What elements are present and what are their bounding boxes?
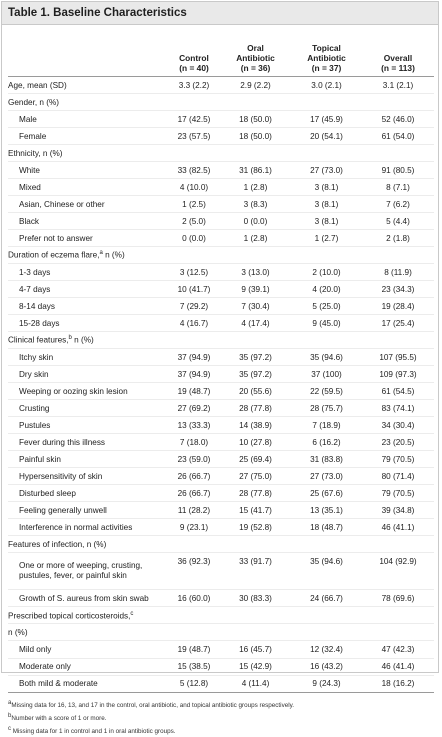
table-cell: 26 (66.7) — [168, 468, 220, 485]
table-cell: 15 (38.5) — [168, 658, 220, 675]
table-cell: 14 (38.9) — [220, 417, 291, 434]
table-cell: 46 (41.1) — [362, 519, 434, 536]
table-row — [8, 675, 434, 692]
row-label — [8, 332, 168, 349]
row-label-text: 1-3 days — [19, 267, 51, 277]
table-cell: 16 (60.0) — [168, 590, 220, 607]
table-cell: 37 (100) — [291, 366, 362, 383]
table-cell: 18 (16.2) — [362, 675, 434, 692]
table-row — [8, 196, 434, 213]
row-label-text: 8-14 days — [19, 301, 55, 311]
row-label-text: Mild only — [19, 644, 52, 654]
table-row — [8, 264, 434, 281]
table-row — [8, 213, 434, 230]
table-row — [8, 434, 434, 451]
table-cell: 18 (48.7) — [291, 519, 362, 536]
table-cell: 23 (34.3) — [362, 281, 434, 298]
table-cell: 30 (83.3) — [220, 590, 291, 607]
table-cell: 27 (69.2) — [168, 400, 220, 417]
table-cell — [362, 247, 434, 264]
table-cell: 5 (25.0) — [291, 298, 362, 315]
column-header-line: Overall — [383, 53, 413, 63]
table-cell: 23 (57.5) — [168, 128, 220, 145]
table-row — [8, 281, 434, 298]
footnote-line — [8, 724, 438, 737]
row-label-text: Duration of eczema flare, — [8, 251, 100, 261]
table-row — [8, 298, 434, 315]
table-cell: 33 (82.5) — [168, 162, 220, 179]
table-row — [8, 162, 434, 179]
table-cell — [220, 247, 291, 264]
table-cell: 7 (30.4) — [220, 298, 291, 315]
table-cell — [168, 145, 220, 162]
table-cell — [168, 332, 220, 349]
column-header-line: (n = 40) — [179, 63, 209, 73]
table-cell: 9 (45.0) — [291, 315, 362, 332]
row-label — [8, 366, 168, 383]
table-cell: 79 (70.5) — [362, 451, 434, 468]
table-cell: 3.1 (2.1) — [362, 77, 434, 94]
table-row — [8, 94, 434, 111]
table-cell: 17 (42.5) — [168, 111, 220, 128]
table-row — [8, 519, 434, 536]
column-header-line: Oral — [247, 43, 264, 53]
table-row — [8, 641, 434, 658]
row-label — [8, 247, 168, 264]
table-row — [8, 383, 434, 400]
table-cell: 15 (41.7) — [220, 502, 291, 519]
table-cell: 31 (83.8) — [291, 451, 362, 468]
table-cell: 4 (16.7) — [168, 315, 220, 332]
table-cell: 80 (71.4) — [362, 468, 434, 485]
table-title: Table 1. Baseline Characteristics — [2, 2, 438, 25]
row-label-text: Painful skin — [19, 454, 61, 464]
row-label — [8, 349, 168, 366]
table-cell: 27 (73.0) — [291, 162, 362, 179]
table-cell — [291, 332, 362, 349]
table-cell — [291, 145, 362, 162]
row-label — [8, 417, 168, 434]
table-cell: 61 (54.5) — [362, 383, 434, 400]
table-cell — [220, 145, 291, 162]
row-label — [8, 162, 168, 179]
table-cell: 3.0 (2.1) — [291, 77, 362, 94]
footnote-marker: a — [8, 699, 12, 706]
row-label — [8, 590, 168, 607]
table-cell: 104 (92.9) — [362, 553, 434, 590]
row-label-text: Gender, n (%) — [8, 97, 59, 107]
table-cell: 7 (6.2) — [362, 196, 434, 213]
table-cell: 8 (11.9) — [362, 264, 434, 281]
table-cell — [291, 536, 362, 553]
row-label-text: White — [19, 165, 40, 175]
row-label-text: Pustules — [19, 420, 51, 430]
table-cell: 27 (73.0) — [291, 468, 362, 485]
column-header-oral-antibiotic — [220, 25, 291, 77]
table-cell: 20 (55.6) — [220, 383, 291, 400]
table-cell: 37 (94.9) — [168, 366, 220, 383]
row-label — [8, 485, 168, 502]
table-cell: 26 (66.7) — [168, 485, 220, 502]
column-header-line: (n = 113) — [381, 63, 415, 73]
table-cell: 13 (33.3) — [168, 417, 220, 434]
table-row — [8, 658, 434, 675]
row-label-text: Asian, Chinese or other — [19, 199, 105, 209]
table-cell: 34 (30.4) — [362, 417, 434, 434]
footnote-text: Missing data for 16, 13, and 17 in the control, oral antibiotic, and topical antibiotic groups respectively. — [11, 701, 295, 709]
table-row — [8, 128, 434, 145]
table-row — [8, 77, 434, 94]
table-cell: 13 (35.1) — [291, 502, 362, 519]
row-label-text: Both mild & moderate — [19, 679, 98, 689]
row-label — [8, 641, 168, 658]
row-label-text: Black — [19, 216, 40, 226]
table-cell: 19 (48.7) — [168, 383, 220, 400]
row-label-text: Interference in normal activities — [19, 522, 133, 532]
table-cell: 3 (8.3) — [220, 196, 291, 213]
table-cell: 9 (23.1) — [168, 519, 220, 536]
table-cell: 3 (8.1) — [291, 196, 362, 213]
table-cell: 2 (10.0) — [291, 264, 362, 281]
table-row — [8, 468, 434, 485]
table-cell — [291, 624, 362, 641]
row-label — [8, 607, 168, 624]
table-cell: 47 (42.3) — [362, 641, 434, 658]
row-label — [8, 451, 168, 468]
column-header-topical-antibiotic — [291, 25, 362, 77]
row-label-text: Ethnicity, n (%) — [8, 148, 63, 158]
table-row — [8, 400, 434, 417]
row-label — [8, 298, 168, 315]
table-cell: 18 (50.0) — [220, 128, 291, 145]
table-cell: 2.9 (2.2) — [220, 77, 291, 94]
column-header-line: Control — [179, 53, 209, 63]
column-header-line: (n = 36) — [240, 63, 271, 73]
table-row — [8, 502, 434, 519]
table-cell: 16 (43.2) — [291, 658, 362, 675]
table-cell — [168, 624, 220, 641]
table-cell: 107 (95.5) — [362, 349, 434, 366]
row-label — [8, 111, 168, 128]
table-cell: 4 (11.4) — [220, 675, 291, 692]
table-cell: 7 (18.9) — [291, 417, 362, 434]
table-cell: 35 (97.2) — [220, 349, 291, 366]
table-cell: 79 (70.5) — [362, 485, 434, 502]
table-row — [8, 607, 434, 624]
footnote-marker: c — [8, 725, 11, 732]
row-label — [8, 658, 168, 675]
header-row — [8, 25, 434, 77]
table-cell — [362, 624, 434, 641]
row-label — [8, 145, 168, 162]
table-row — [8, 451, 434, 468]
table-cell: 15 (42.9) — [220, 658, 291, 675]
table-cell: 33 (91.7) — [220, 553, 291, 590]
table-cell: 24 (66.7) — [291, 590, 362, 607]
table-cell — [362, 332, 434, 349]
row-label — [8, 230, 168, 247]
table-row — [8, 145, 434, 162]
row-label-text: Age, mean (SD) — [8, 80, 67, 90]
table-cell: 10 (41.7) — [168, 281, 220, 298]
table-cell — [362, 145, 434, 162]
row-label-text: Disturbed sleep — [19, 488, 76, 498]
table-cell: 6 (16.2) — [291, 434, 362, 451]
table-cell: 0 (0.0) — [220, 213, 291, 230]
column-header-line: Topical — [312, 43, 341, 53]
table-row — [8, 349, 434, 366]
row-label — [8, 281, 168, 298]
row-label-text: Mixed — [19, 182, 41, 192]
table-cell: 4 (10.0) — [168, 179, 220, 196]
table-cell: 31 (86.1) — [220, 162, 291, 179]
row-label-text: Hypersensitivity of skin — [19, 471, 103, 481]
table-cell: 19 (52.8) — [220, 519, 291, 536]
table-cell — [291, 94, 362, 111]
table-row — [8, 536, 434, 553]
table-cell: 91 (80.5) — [362, 162, 434, 179]
table-cell — [362, 94, 434, 111]
row-label-text: Clinical features, — [8, 336, 69, 346]
table-row — [8, 332, 434, 349]
row-label — [8, 434, 168, 451]
footnote-marker: a — [99, 250, 103, 257]
table-cell: 18 (50.0) — [220, 111, 291, 128]
table-row — [8, 417, 434, 434]
row-label-text: One or more of weeping, crusting, pustules, fever, or painful skin — [19, 561, 143, 581]
row-label — [8, 196, 168, 213]
table-cell — [291, 607, 362, 624]
footnote-text: Missing data for 1 in control and 1 in oral antibiotic groups. — [11, 727, 176, 735]
row-label — [8, 502, 168, 519]
table-body — [8, 77, 434, 693]
table-cell: 28 (77.8) — [220, 400, 291, 417]
row-label-text: 4-7 days — [19, 284, 51, 294]
table-cell — [168, 607, 220, 624]
table-cell: 16 (45.7) — [220, 641, 291, 658]
row-label-suffix: n (%) — [71, 336, 94, 346]
row-label — [8, 94, 168, 111]
footnote-marker: c — [130, 610, 134, 617]
table-cell: 35 (94.6) — [291, 349, 362, 366]
row-label-text: Dry skin — [19, 369, 49, 379]
row-label — [8, 179, 168, 196]
table-cell: 28 (75.7) — [291, 400, 362, 417]
table-cell — [220, 624, 291, 641]
table-cell — [362, 607, 434, 624]
table-cell: 25 (69.4) — [220, 451, 291, 468]
table-cell: 5 (4.4) — [362, 213, 434, 230]
table-cell: 28 (77.8) — [220, 485, 291, 502]
table-cell: 7 (18.0) — [168, 434, 220, 451]
row-label — [8, 536, 168, 553]
table-cell: 3.3 (2.2) — [168, 77, 220, 94]
footnote-marker: b — [68, 335, 72, 342]
table-cell — [168, 536, 220, 553]
table-cell: 23 (59.0) — [168, 451, 220, 468]
row-label — [8, 383, 168, 400]
table-cell: 1 (2.8) — [220, 230, 291, 247]
table-cell: 17 (25.4) — [362, 315, 434, 332]
column-header-line: Antibiotic — [236, 53, 275, 63]
column-header-overall — [362, 25, 434, 77]
header-label-cell — [8, 25, 168, 77]
row-label — [8, 77, 168, 94]
row-label-text: Prefer not to answer — [19, 233, 93, 243]
table-cell: 35 (97.2) — [220, 366, 291, 383]
table-cell: 8 (7.1) — [362, 179, 434, 196]
table-cell: 61 (54.0) — [362, 128, 434, 145]
table-cell: 1 (2.5) — [168, 196, 220, 213]
table-row — [8, 553, 434, 590]
table-cell — [168, 247, 220, 264]
table-cell: 52 (46.0) — [362, 111, 434, 128]
table-cell — [291, 247, 362, 264]
footnote-line — [8, 711, 438, 724]
table-cell: 109 (97.3) — [362, 366, 434, 383]
row-label — [8, 264, 168, 281]
row-label-text: Male — [19, 114, 37, 124]
table-cell — [220, 536, 291, 553]
table-row — [8, 111, 434, 128]
table-cell: 9 (24.3) — [291, 675, 362, 692]
column-header-control — [168, 25, 220, 77]
row-label — [8, 519, 168, 536]
table-row — [8, 485, 434, 502]
row-label-text: Female — [19, 131, 47, 141]
footnotes — [8, 698, 438, 737]
row-label — [8, 315, 168, 332]
footnote-marker: b — [8, 712, 12, 719]
table-cell: 36 (92.3) — [168, 553, 220, 590]
row-label-text: n (%) — [8, 627, 28, 637]
row-label-text: Features of infection, n (%) — [8, 539, 107, 549]
table-row — [8, 590, 434, 607]
table-cell: 12 (32.4) — [291, 641, 362, 658]
table-cell: 3 (12.5) — [168, 264, 220, 281]
table-cell: 11 (28.2) — [168, 502, 220, 519]
row-label — [8, 400, 168, 417]
table-row — [8, 230, 434, 247]
footnote-text: Number with a score of 1 or more. — [11, 714, 107, 722]
table-row — [8, 624, 434, 641]
table-cell: 4 (17.4) — [220, 315, 291, 332]
column-header-line: Antibiotic — [307, 53, 346, 63]
table-frame — [1, 1, 439, 735]
table-cell — [220, 94, 291, 111]
table-cell — [220, 607, 291, 624]
table-cell: 46 (41.4) — [362, 658, 434, 675]
table-cell: 25 (67.6) — [291, 485, 362, 502]
row-label — [8, 624, 168, 641]
row-label-text: Weeping or oozing skin lesion — [19, 386, 128, 396]
table-row — [8, 179, 434, 196]
table-cell — [220, 332, 291, 349]
table-cell — [362, 536, 434, 553]
table-cell: 35 (94.6) — [291, 553, 362, 590]
table-cell: 39 (34.8) — [362, 502, 434, 519]
table-cell: 2 (5.0) — [168, 213, 220, 230]
table-cell: 22 (59.5) — [291, 383, 362, 400]
table-cell — [168, 94, 220, 111]
table-cell: 78 (69.6) — [362, 590, 434, 607]
row-label — [8, 468, 168, 485]
table-cell: 19 (48.7) — [168, 641, 220, 658]
table-cell: 1 (2.8) — [220, 179, 291, 196]
table-cell: 37 (94.9) — [168, 349, 220, 366]
table-row — [8, 247, 434, 264]
row-label-text: Crusting — [19, 403, 50, 413]
table-cell: 10 (27.8) — [220, 434, 291, 451]
baseline-table — [8, 25, 434, 693]
table-cell: 0 (0.0) — [168, 230, 220, 247]
table-cell: 9 (39.1) — [220, 281, 291, 298]
table-cell: 5 (12.8) — [168, 675, 220, 692]
table-cell: 83 (74.1) — [362, 400, 434, 417]
row-label — [8, 675, 168, 692]
table-cell: 23 (20.5) — [362, 434, 434, 451]
table-cell: 2 (1.8) — [362, 230, 434, 247]
table-cell: 27 (75.0) — [220, 468, 291, 485]
table-cell: 20 (54.1) — [291, 128, 362, 145]
row-label-text: Itchy skin — [19, 352, 54, 362]
table-row — [8, 315, 434, 332]
row-label — [8, 553, 168, 590]
column-header-line: (n = 37) — [311, 63, 342, 73]
row-label-text: 15-28 days — [19, 318, 60, 328]
table-cell: 7 (29.2) — [168, 298, 220, 315]
row-label — [8, 128, 168, 145]
row-label-suffix: n (%) — [102, 251, 125, 261]
row-label-text: Feeling generally unwell — [19, 505, 107, 515]
row-label — [8, 213, 168, 230]
row-label-text: Fever during this illness — [19, 437, 106, 447]
table-cell: 3 (13.0) — [220, 264, 291, 281]
row-label-text: Growth of S. aureus from skin swab — [19, 593, 149, 603]
table-cell: 3 (8.1) — [291, 179, 362, 196]
footnote-line — [8, 698, 438, 711]
table-cell: 1 (2.7) — [291, 230, 362, 247]
table-row — [8, 366, 434, 383]
table-cell: 3 (8.1) — [291, 213, 362, 230]
row-label-text: Prescribed topical corticosteroids, — [8, 611, 131, 621]
table-cell: 19 (28.4) — [362, 298, 434, 315]
row-label-text: Moderate only — [19, 662, 71, 671]
table-cell: 4 (20.0) — [291, 281, 362, 298]
table-cell: 17 (45.9) — [291, 111, 362, 128]
